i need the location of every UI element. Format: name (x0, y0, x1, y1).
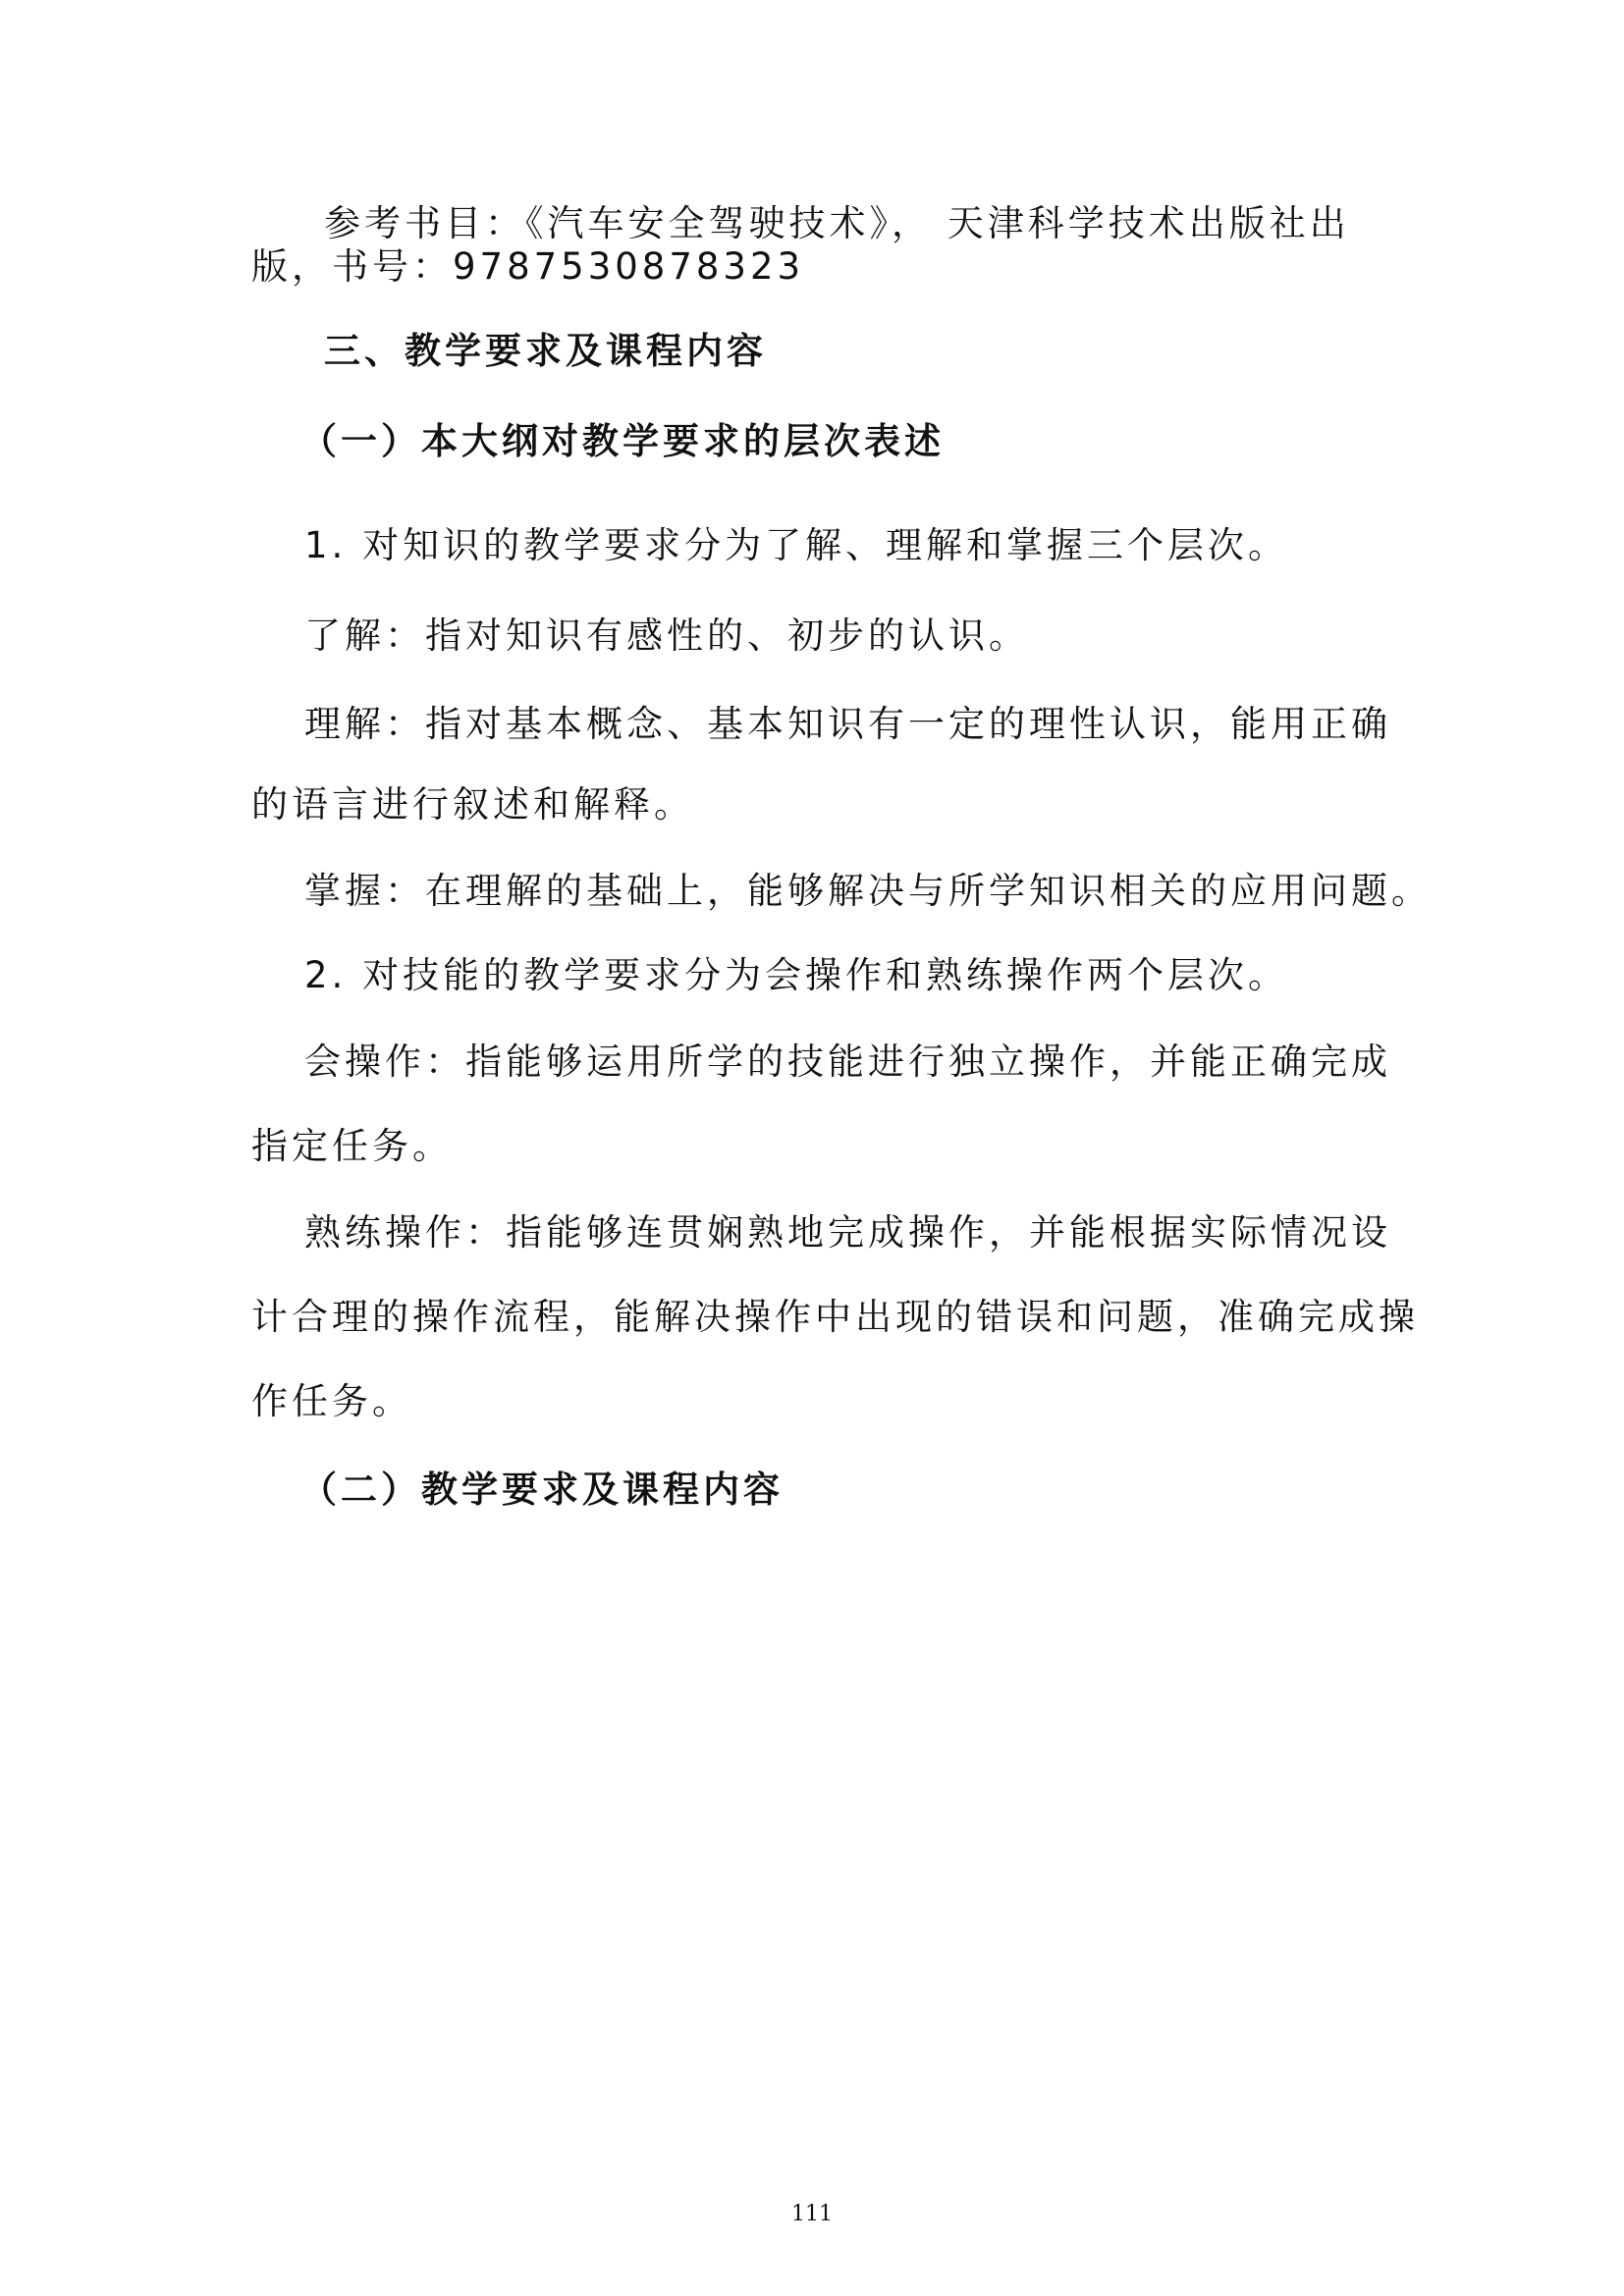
understand-basic-definition: 了解：指对知识有感性的、初步的认识。 (304, 614, 1029, 657)
reference-books-line-1: 参考书目：《汽车安全驾驶技术》， 天津科学技术出版社出 (324, 202, 1350, 244)
page-number: 111 (791, 2202, 833, 2226)
reference-books-line-2: 版，书号：9787530878323 (251, 245, 805, 288)
subsection-heading-1: （一）本大纲对教学要求的层次表述 (300, 420, 945, 462)
skill-levels-paragraph: 2. 对技能的教学要求分为会操作和熟练操作两个层次。 (304, 954, 1289, 996)
master-definition: 掌握：在理解的基础上，能够解决与所学知识相关的应用问题。 (304, 870, 1432, 912)
comprehend-definition-line-1: 理解：指对基本概念、基本知识有一定的理性认识，能用正确 (304, 703, 1391, 745)
can-operate-definition-line-2: 指定任务。 (251, 1125, 453, 1167)
proficient-operation-line-2: 计合理的操作流程，能解决操作中出现的错误和问题，准确完成操 (251, 1296, 1419, 1338)
can-operate-definition-line-1: 会操作：指能够运用所学的技能进行独立操作，并能正确完成 (304, 1041, 1391, 1083)
comprehend-definition-line-2: 的语言进行叙述和解释。 (251, 783, 694, 826)
proficient-operation-line-1: 熟练操作：指能够连贯娴熟地完成操作，并能根据实际情况设 (304, 1211, 1391, 1254)
section-heading-3: 三、教学要求及课程内容 (324, 330, 767, 372)
proficient-operation-line-3: 作任务。 (251, 1380, 412, 1422)
knowledge-levels-paragraph: 1. 对知识的教学要求分为了解、理解和掌握三个层次。 (304, 524, 1289, 566)
subsection-heading-2: （二）教学要求及课程内容 (300, 1468, 784, 1511)
